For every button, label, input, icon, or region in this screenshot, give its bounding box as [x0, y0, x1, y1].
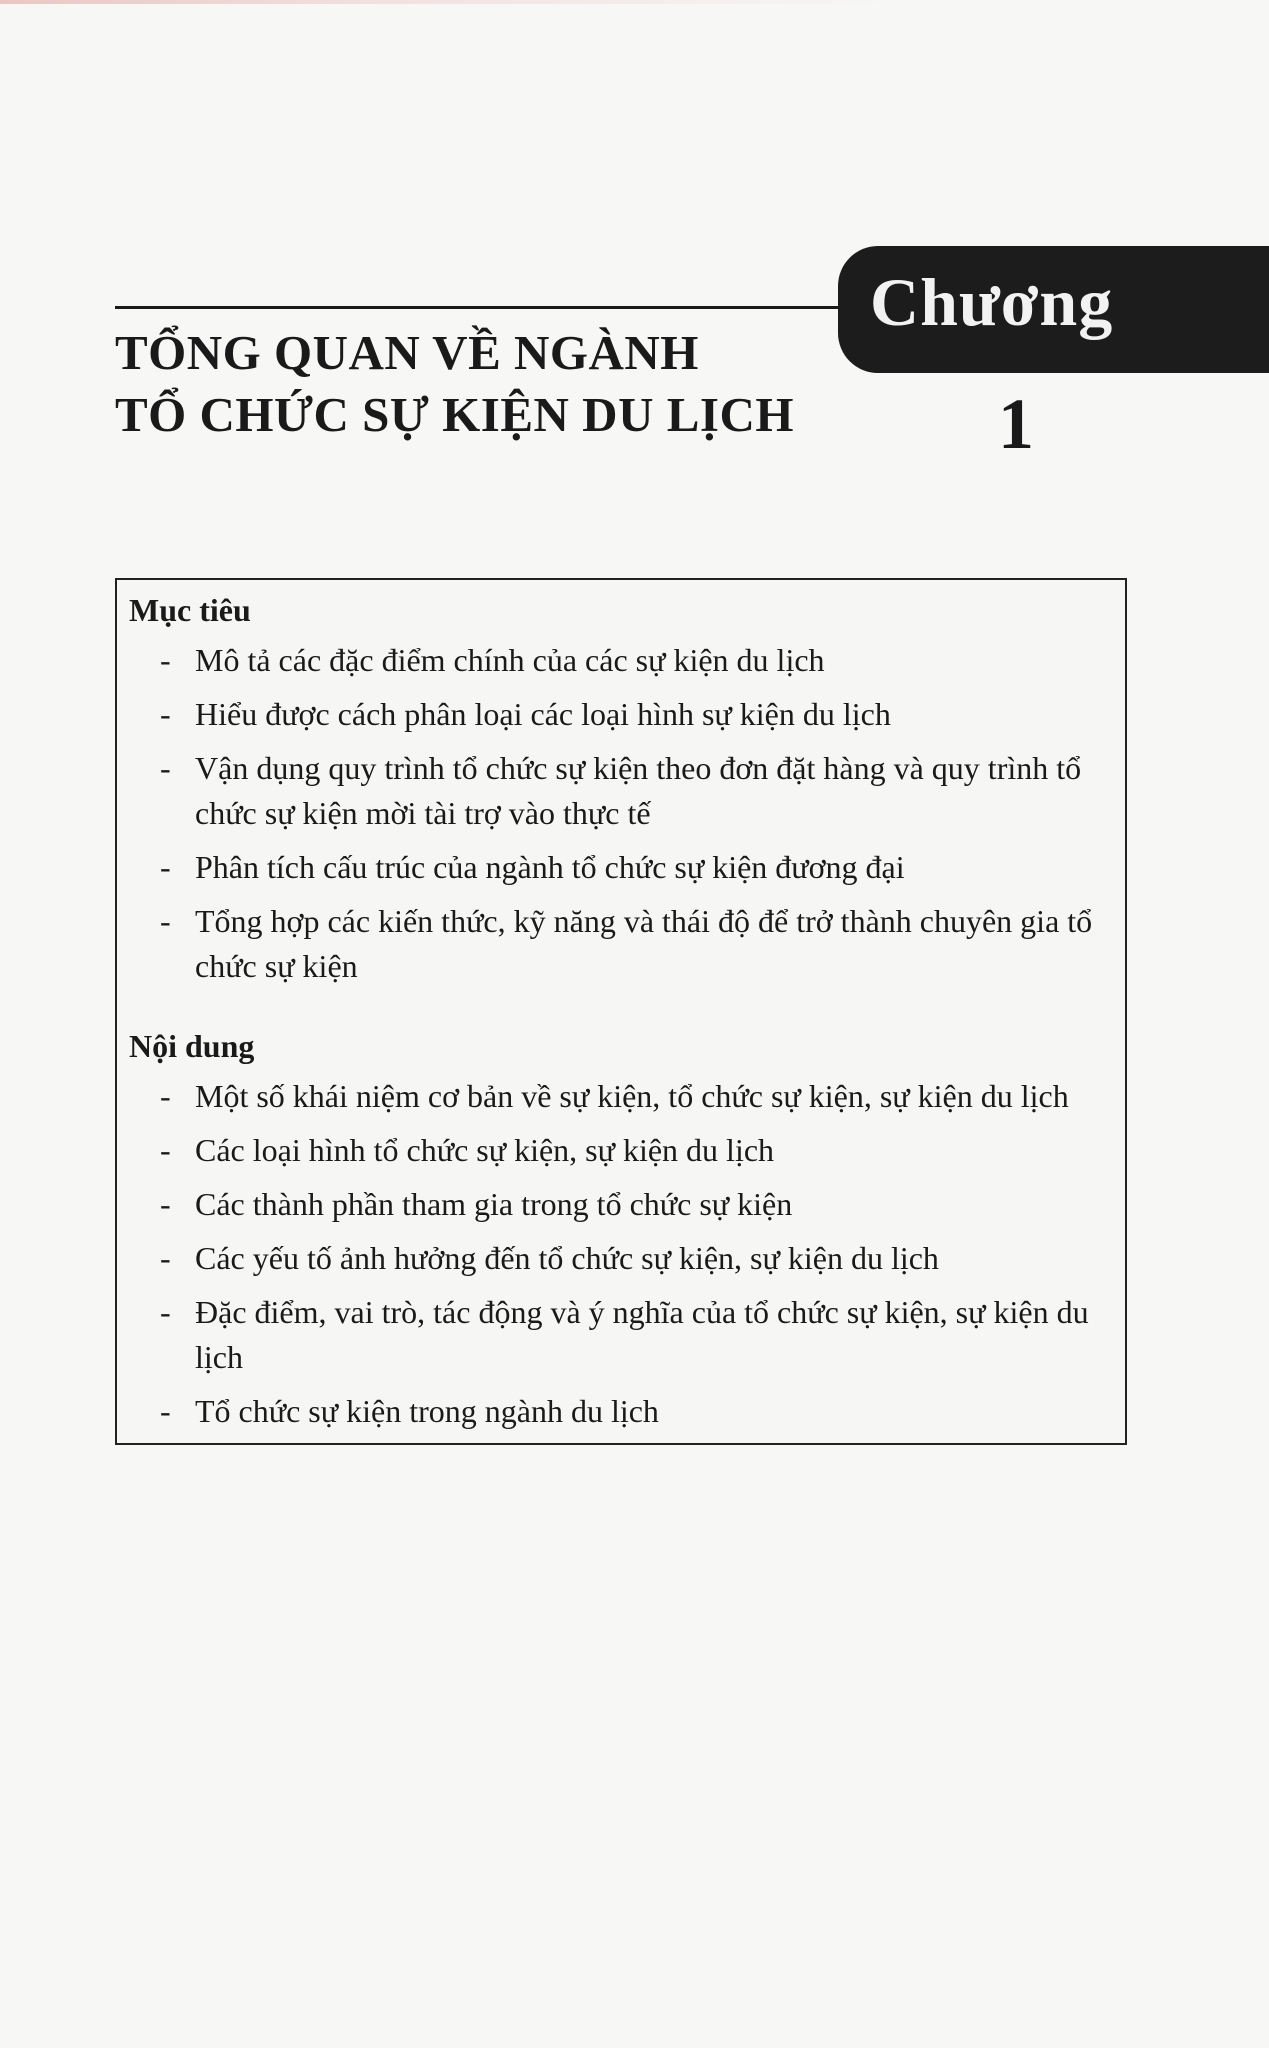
objective-text: Mô tả các đặc điểm chính của các sự kiện du lịch — [195, 642, 825, 678]
list-item — [117, 1290, 1117, 1380]
objective-text: Phân tích cấu trúc của ngành tổ chức sự kiện đương đại — [195, 849, 905, 885]
content-list — [117, 1074, 1117, 1443]
objectives-heading: Mục tiêu — [129, 592, 251, 628]
page-top-edge — [0, 0, 1269, 4]
chapter-title-line-1: TỔNG QUAN VỀ NGÀNH — [115, 325, 699, 380]
chapter-title — [115, 322, 835, 446]
list-item — [117, 692, 1117, 737]
objectives-list — [117, 638, 1117, 998]
list-item — [117, 746, 1117, 836]
list-item — [117, 1389, 1117, 1434]
bullet-dash: - — [160, 1186, 171, 1222]
content-text: Đặc điểm, vai trò, tác động và ý nghĩa của tổ chức sự kiện, sự kiện du lịch — [195, 1294, 1089, 1375]
chapter-number: 1 — [998, 384, 1034, 464]
objective-text: Hiểu được cách phân loại các loại hình sự kiện du lịch — [195, 696, 891, 732]
content-text: Các loại hình tổ chức sự kiện, sự kiện du lịch — [195, 1132, 775, 1168]
objective-text: Tổng hợp các kiến thức, kỹ năng và thái độ để trở thành chuyên gia tổ chức sự kiện — [195, 903, 1093, 984]
bullet-dash: - — [160, 1393, 171, 1429]
bullet-dash: - — [160, 849, 171, 885]
bullet-dash: - — [160, 903, 171, 939]
list-item — [117, 638, 1117, 683]
bullet-dash: - — [160, 1240, 171, 1276]
list-item — [117, 1236, 1117, 1281]
content-heading: Nội dung — [129, 1028, 255, 1064]
bullet-dash: - — [160, 642, 171, 678]
content-text: Các yếu tố ảnh hưởng đến tổ chức sự kiện, sự kiện du lịch — [195, 1240, 939, 1276]
bullet-dash: - — [160, 1132, 171, 1168]
chapter-header-rule — [115, 306, 845, 309]
list-item — [117, 899, 1117, 989]
content-text: Các thành phần tham gia trong tổ chức sự kiện — [195, 1186, 793, 1222]
content-text: Một số khái niệm cơ bản về sự kiện, tổ chức sự kiện, sự kiện du lịch — [195, 1078, 1069, 1114]
content-text: Tổ chức sự kiện trong ngành du lịch — [195, 1393, 659, 1429]
list-item — [117, 845, 1117, 890]
list-item — [117, 1128, 1117, 1173]
bullet-dash: - — [160, 750, 171, 786]
bullet-dash: - — [160, 1078, 171, 1114]
list-item — [117, 1074, 1117, 1119]
objective-text: Vận dụng quy trình tổ chức sự kiện theo đơn đặt hàng và quy trình tổ chức sự kiện mời tài trợ vào thực tế — [195, 750, 1082, 831]
chapter-title-line-2: TỔ CHỨC SỰ KIỆN DU LỊCH — [115, 387, 794, 442]
bullet-dash: - — [160, 1294, 171, 1330]
chapter-tab — [838, 246, 1269, 373]
chapter-label: Chương — [870, 264, 1114, 340]
list-item — [117, 1182, 1117, 1227]
bullet-dash: - — [160, 696, 171, 732]
objectives-content-box — [115, 578, 1127, 1445]
